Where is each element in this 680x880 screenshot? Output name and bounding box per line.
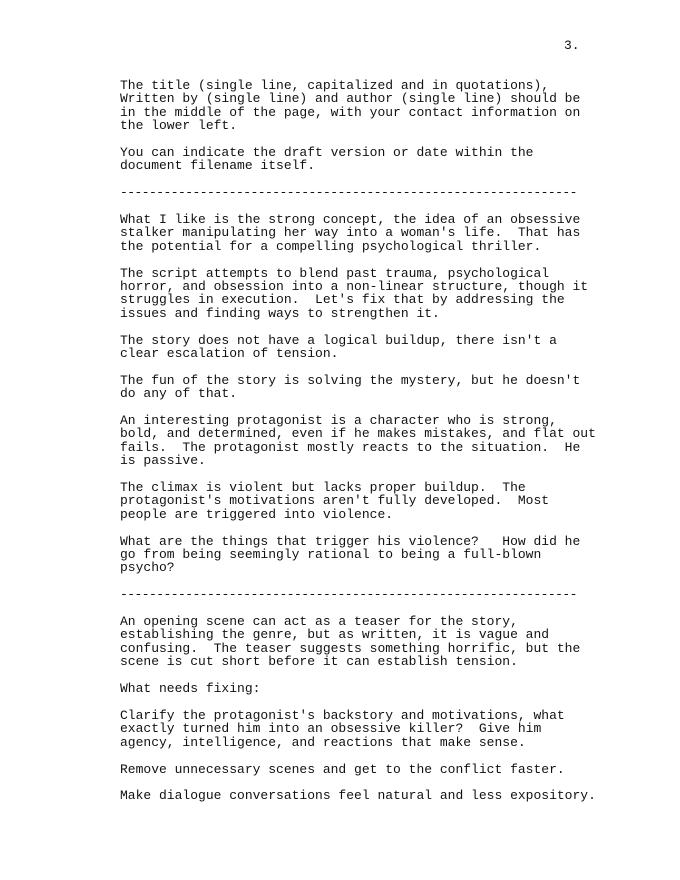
paragraph: Remove unnecessary scenes and get to the conflict faster. (120, 761, 565, 777)
paragraph: An interesting protagonist is a character who is strong, bold, and determined, even if he makes mistakes, and flat out fails. The protagonist mostly reacts to the situation. He is passive. (120, 413, 596, 469)
paragraph: What I like is the strong concept, the idea of an obsessive stalker manipulating her way into a woman's life. That has the potential for a compelling psychological thriller. (120, 212, 581, 254)
paragraph: What needs fixing: (120, 681, 261, 697)
paragraph: Make dialogue conversations feel natural and less expository. (120, 788, 596, 804)
paragraph: The title (single line, capitalized and in quotations), Written by (single line) and author (single line) should be in the middle of the page, with your contact information on the lower left. (120, 78, 581, 134)
paragraph: The script attempts to blend past trauma, psychological horror, and obsession into a non-linear structure, though it struggles in execution. Let's fix that by addressing the issues and finding ways to strengthen it. (120, 265, 589, 321)
page-number: 3. (564, 38, 580, 53)
paragraph: What are the things that trigger his violence? How did he go from being seemingly rational to being a full-blown psycho? (120, 533, 581, 576)
section-separator: --------------------------------------------------------------- (120, 186, 577, 200)
paragraph: An opening scene can act as a teaser for the story, establishing the genre, but as written, it is vague and confusing. The teaser suggests something horrific, but the scene is cut short before it can establish tension. (120, 614, 581, 670)
paragraph: The story does not have a logical buildup, there isn't a clear escalation of tension. (120, 332, 557, 362)
paragraph: The climax is violent but lacks proper buildup. The protagonist's motivations aren't fully developed. Most people are triggered into violence. (120, 480, 550, 522)
paragraph: The fun of the story is solving the mystery, but he doesn't do any of that. (120, 372, 581, 402)
section-separator: --------------------------------------------------------------- (120, 588, 577, 602)
paragraph: Clarify the protagonist's backstory and motivations, what exactly turned him into an obsessive killer? Give him agency, intelligence, and reactions that make sense. (120, 707, 565, 750)
document-body (120, 79, 620, 816)
paragraph: You can indicate the draft version or date within the document filename itself. (120, 145, 534, 174)
